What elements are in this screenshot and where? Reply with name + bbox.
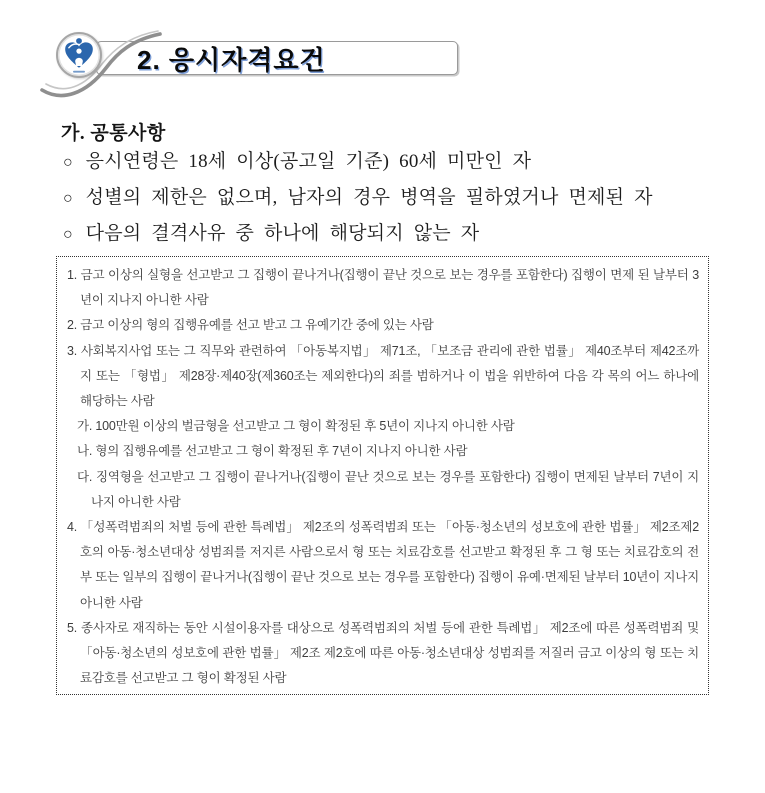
circle-bullet-icon: ○ <box>63 226 73 243</box>
bullet-item <box>63 187 718 209</box>
disqualification-box <box>56 256 709 695</box>
notice-item: 2. 금고 이상의 형의 집행유예를 선고 받고 그 유예기간 중에 있는 사람 <box>67 318 434 333</box>
bullet-text: 성별의 제한은 없으며, 남자의 경우 병역을 필하였거나 면제된 자 <box>85 187 653 208</box>
bullet-item <box>63 223 718 245</box>
notice-item: 3. 사회복지사업 또는 그 직무와 관련하여 「아동복지법」 제71조, 「보조금 관리에 관한 법률」 제40조부터 제42조까지 또는 「형법」 제28장·제40장(제360조는 제외한다)의 죄를 범하거나 이 법을 위반하여 다음 각 목의 어느 하나에 해당하는 사람 <box>67 343 699 409</box>
circle-bullet-icon: ○ <box>63 190 73 207</box>
notice-subitem: 나. 형의 집행유예를 선고받고 그 형이 확정된 후 7년이 지나지 아니한 사람 <box>77 444 468 459</box>
bullet-item <box>63 151 718 173</box>
notice-subitem: 다. 징역형을 선고받고 그 집행이 끝나거나(집행이 끝난 것으로 보는 경우를 포함한다) 집행이 면제된 날부터 7년이 지나지 아니한 사람 <box>77 469 699 509</box>
bullet-text: 응시연령은 18세 이상(공고일 기준) 60세 미만인 자 <box>85 151 532 172</box>
notice-item: 5. 종사자로 재직하는 동안 시설이용자를 대상으로 성폭력범죄의 처벌 등에 관한 특례법」 제2조에 따른 성폭력범죄 및 「아동·청소년의 성보호에 관한 법률」 제2조 제2호에 따른 아동·청소년대상 성범죄를 저질러 금고 이상의 형 또는 치료감호를 선고받고 그 형이 확정된 사람 <box>67 620 699 686</box>
subsection-heading: 가. 공통사항 <box>61 123 166 144</box>
circle-bullet-icon: ○ <box>63 154 73 171</box>
bullet-list <box>63 151 718 259</box>
notice-item: 1. 금고 이상의 실형을 선고받고 그 집행이 끝나거나(집행이 끝난 것으로 보는 경우를 포함한다) 집행이 면제 된 날부터 3년이 지나지 아니한 사람 <box>67 268 699 308</box>
logo-caption-mark <box>73 71 85 73</box>
bullet-text: 다음의 결격사유 중 하나에 해당되지 않는 자 <box>85 223 480 244</box>
notice-item: 4. 「성폭력범죄의 처벌 등에 관한 특례법」 제2조의 성폭력범죄 또는 「아동·청소년의 성보호에 관한 법률」 제2조제2호의 아동·청소년대상 성범죄를 저지른 사람으로서 형 또는 치료감호를 선고받고 확정된 후 그 형 또는 치료감호의 전부 또는 일부의 집행이 끝나거나(집행이 끝난 것으로 보는 경우를 포함한다) 집행이 유예·면제된 날부터 10년이 지나지 아니한 사람 <box>67 520 699 610</box>
notice-subitem: 가. 100만원 이상의 벌금형을 선고받고 그 형이 확정된 후 5년이 지나지 아니한 사람 <box>77 419 515 434</box>
org-logo <box>56 32 102 78</box>
child-welfare-emblem-icon <box>62 35 96 75</box>
page-title: 2. 응시자격요건 <box>137 44 326 75</box>
